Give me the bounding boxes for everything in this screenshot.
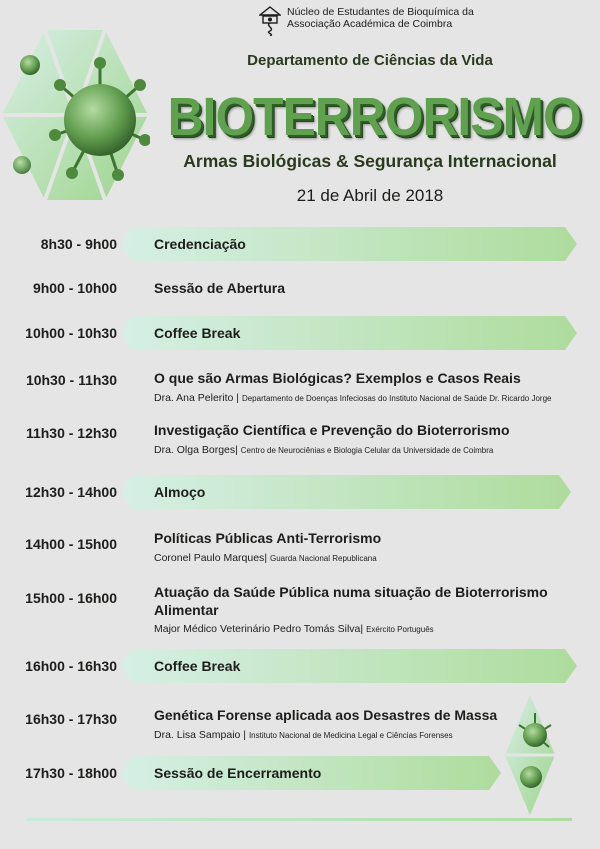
speaker-line: Dra. Lisa Sampaio | Instituto Nacional de Medicina Legal e Ciências Forenses (154, 729, 453, 741)
session-title: Sessão de Abertura (154, 280, 285, 296)
speaker-line: Coronel Paulo Marques| Guarda Nacional Republicana (154, 552, 377, 564)
speaker-name: Dra. Olga Borges (154, 444, 236, 456)
speaker-affiliation: Departamento de Doenças Infeciosas do Instituto Nacional de Saúde Dr. Ricardo Jorge (241, 394, 552, 403)
speaker-name: Coronel Paulo Marques (154, 552, 265, 564)
poster-title: BIOTERRORISMO (167, 87, 581, 147)
department-name: Departamento de Ciências da Vida (247, 52, 493, 69)
session-title: Políticas Públicas Anti-Terrorismo (154, 530, 382, 546)
session-title: Coffee Break (154, 658, 241, 674)
org-line-1: Núcleo de Estudantes de Bioquímica da (287, 6, 474, 18)
speaker-affiliation: Guarda Nacional Republicana (269, 554, 377, 563)
speaker-affiliation: Exército Português (366, 625, 434, 634)
schedule-time: 10h00 - 10h30 (25, 325, 117, 341)
session-title: Atuação da Saúde Pública numa situação de Bioterrorismo (154, 584, 548, 600)
schedule-time: 11h30 - 12h30 (25, 425, 117, 441)
speaker-affiliation: Instituto Nacional de Medicina Legal e Ciências Forenses (248, 731, 453, 740)
schedule-time: 17h30 - 18h00 (25, 765, 117, 781)
org-line-2: Associação Académica de Coimbra (287, 18, 453, 30)
speaker-line: Major Médico Veterinário Pedro Tomás Silva| Exército Português (154, 623, 434, 635)
speaker-name: Dra. Ana Pelerito (154, 392, 234, 404)
poster-subtitle: Armas Biológicas & Segurança Internacional (183, 151, 557, 171)
speaker-line: Dra. Olga Borges| Centro de Neurociênias e Biologia Celular da Universidade de Coimbra (154, 444, 494, 456)
session-title: Sessão de Encerramento (154, 765, 322, 781)
session-title: Credenciação (154, 236, 246, 252)
event-date: 21 de Abril de 2018 (296, 186, 444, 205)
session-title: Genética Forense aplicada aos Desastres de Massa (154, 707, 498, 723)
schedule-time: 14h00 - 15h00 (25, 536, 117, 552)
session-title: Almoço (154, 484, 206, 500)
schedule-time: 12h30 - 14h00 (25, 484, 117, 500)
session-title-continued: Alimentar (154, 602, 219, 618)
organization-header (259, 6, 515, 36)
schedule-time: 16h30 - 17h30 (25, 711, 117, 727)
footer-divider (26, 818, 572, 821)
speaker-affiliation: Centro de Neurociênias e Biologia Celular da Universidade de Coimbra (240, 446, 494, 455)
session-title: Investigação Científica e Prevenção do Bioterrorismo (154, 422, 510, 438)
schedule-time: 10h30 - 11h30 (25, 372, 117, 388)
session-title: Coffee Break (154, 325, 241, 341)
schedule-time: 9h00 - 10h00 (32, 280, 117, 296)
session-title: O que são Armas Biológicas? Exemplos e Casos Reais (154, 370, 521, 386)
speaker-line: Dra. Ana Pelerito | Departamento de Doenças Infeciosas do Instituto Nacional de Saúde Dr. Ricardo Jorge (154, 392, 552, 404)
speaker-name: Major Médico Veterinário Pedro Tomás Silva (154, 623, 361, 635)
virus-diamond-graphic (505, 695, 555, 815)
schedule-time: 15h00 - 16h00 (25, 590, 117, 606)
schedule-time: 8h30 - 9h00 (40, 236, 117, 252)
virus-hexagon-graphic (0, 25, 150, 205)
schedule-time: 16h00 - 16h30 (25, 658, 117, 674)
speaker-name: Dra. Lisa Sampaio (154, 729, 241, 741)
organization-logo-icon (259, 6, 281, 36)
